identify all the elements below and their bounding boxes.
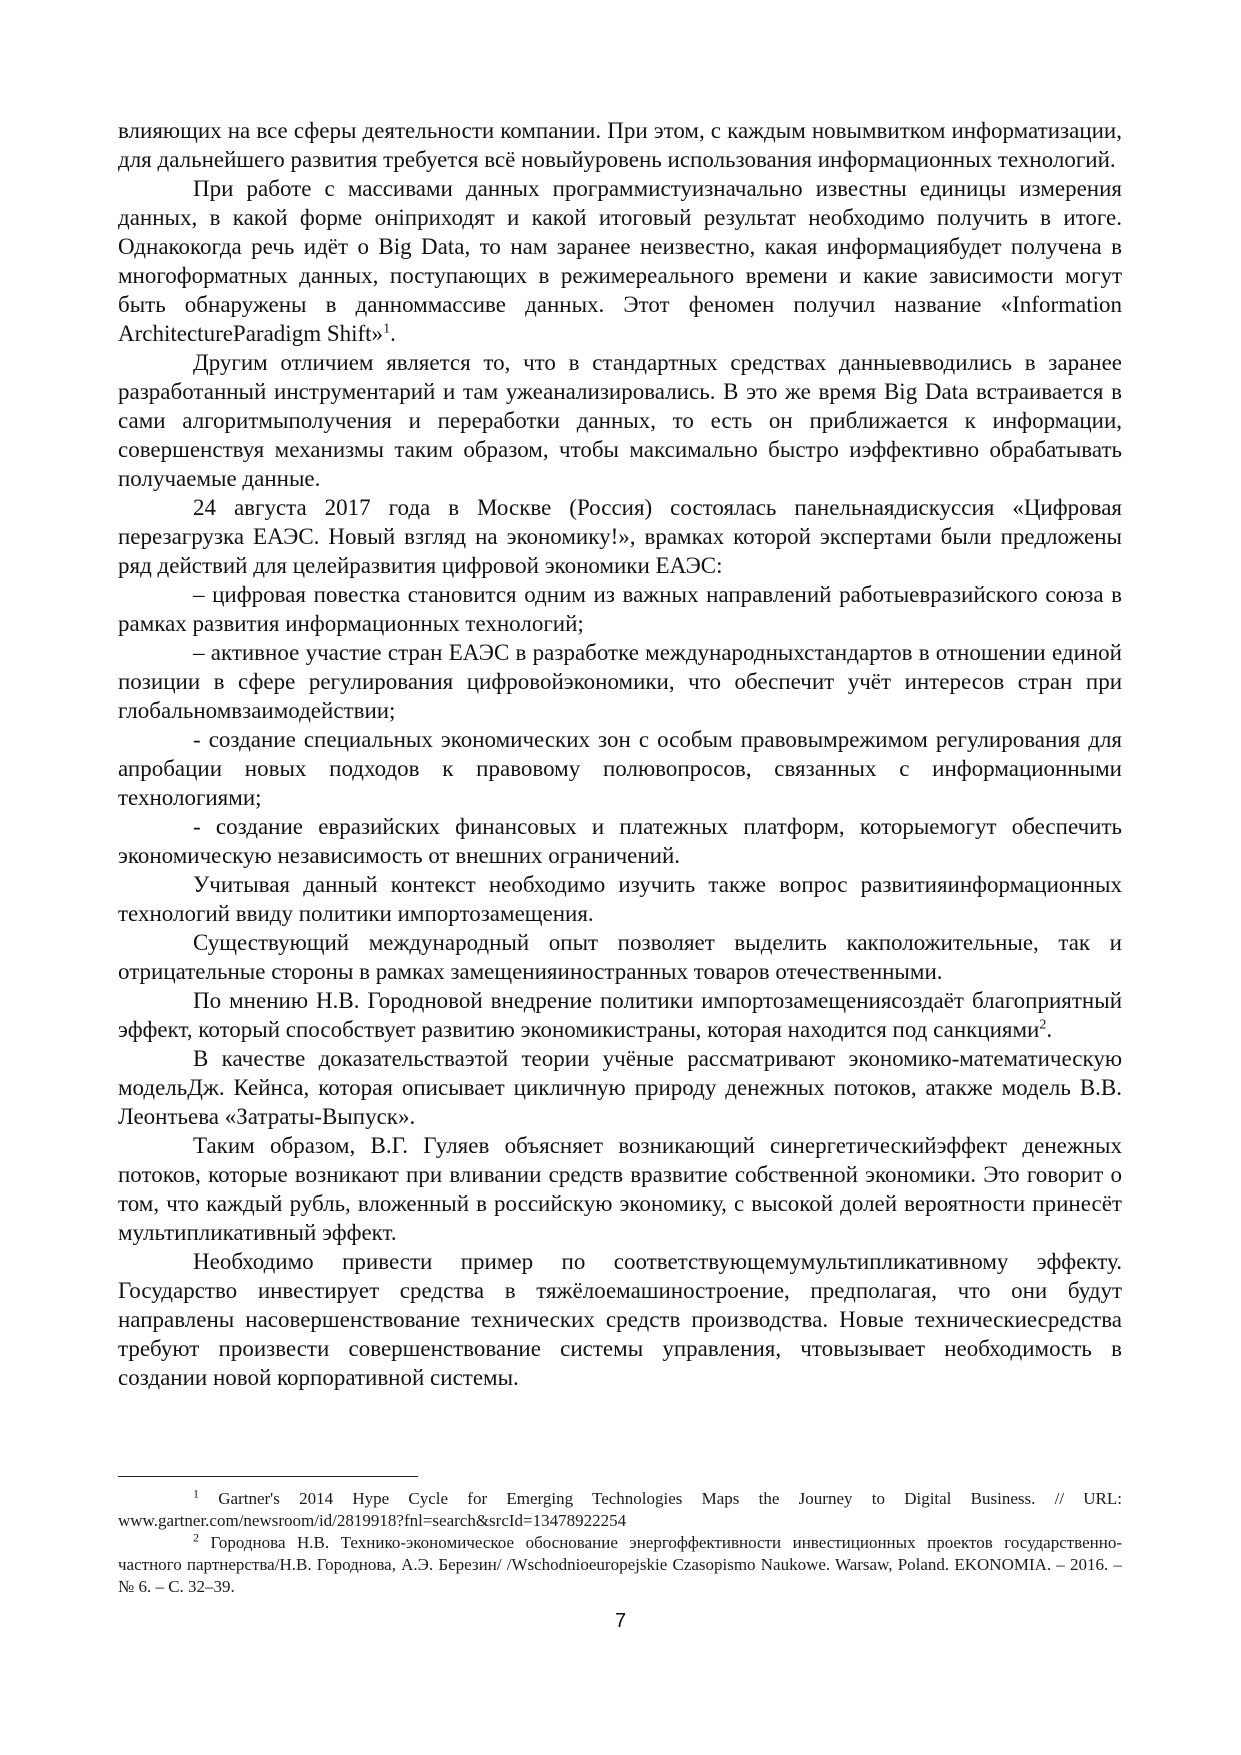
paragraph: 24 августа 2017 года в Москве (Россия) состоялась панельнаядискуссия «Цифровая перезагрузка ЕАЭС. Новый взгляд на экономику!», врамках которой экспертами были предложены ряд действий для целейразвития цифровой экономики ЕАЭС: bbox=[118, 495, 1122, 578]
paragraph: Другим отличием является то, что в стандартных средствах данныевводились в заранее разработанный инструментарий и там ужеанализировались. В это же время Big Data встраивается в сами алгоритмыполучения и переработки данных, то есть он приближается к информации, совершенствуя механизмы таким образом, чтобы максимально быстро иэффективно обрабатывать получаемые данные. bbox=[118, 350, 1122, 491]
footnote: $^2$ Городнова Н.В. Технико-экономическое обоснование энергоффективности инвестиционных проектов государственно-частного партнерства/Н.В. Городнова, А.Э. Березин/ /Wschodnioeuropejskie Czasopismo Naukowe. Warsaw, Poland. EKONOMIA. – 2016. – № 6. – С. 32–39. bbox=[118, 1530, 1123, 1596]
footnotes bbox=[118, 1488, 1122, 1598]
paragraph: Существующий международный опыт позволяет выделить какположительные, так и отрицательные стороны в рамках замещенияиностранных товаров отечественными. bbox=[118, 930, 1122, 984]
paragraph: влияющих на все сферы деятельности компании. При этом, с каждым новымвитком информатизации, для дальнейшего развития требуется всё новыйуровень использования информационных технологий. bbox=[118, 118, 1122, 172]
paragraph: Необходимо привести пример по соответствующемумультипликативному эффекту. Государство инвестирует средства в тяжёлоемашиностроение, предполагая, что они будут направлены насовершенствование технических средств производства. Новые техническиесредства требуют произвести совершенствование системы управления, чтовызывает необходимость в создании новой корпоративной системы. bbox=[118, 1249, 1122, 1390]
footnote-mark: 1 bbox=[193, 1486, 199, 1501]
footnote-mark: 2 bbox=[193, 1530, 199, 1545]
page-number: 7 bbox=[614, 1610, 627, 1632]
paragraph: Таким образом, В.Г. Гуляев объясняет возникающий синергетическийэффект денежных потоков, которые возникают при вливании средств вразвитие собственной экономики. Это говорит о том, что каждый рубль, вложенный в российскую экономику, с высокой долей вероятности принесёт мультипликативный эффект. bbox=[118, 1133, 1122, 1245]
paragraph: В качестве доказательстваэтой теории учёные рассматривают экономико-математическую модельДж. Кейнса, которая описывает цикличную природу денежных потоков, атакже модель В.В. Леонтьева «Затраты-Выпуск». bbox=[118, 1046, 1122, 1129]
footnote-ref[interactable]: 2 bbox=[1039, 1017, 1047, 1033]
paragraph: При работе с массивами данных программистуизначально известны единицы измерения данных, в какой форме онiприходят и какой итоговый результат необходимо получить в итоге. Однакокогда речь идёт о Big Data, то нам заранее неизвестно, какая информациябудет получена в многоформатных данных, поступающих в режимереального времени и какие зависимости могут быть обнаружены в данноммассиве данных. Этот феномен получил название «Information ArchitectureParadigm Shift»$^1$. bbox=[118, 176, 1122, 346]
footnote: $^1$ Gartner's 2014 Hype Cycle for Emerging Technologies Maps the Journey to Digital Business. // URL: www.gartner.com/newsroom/id/2819918?fnl=search&srcId=13478922254 bbox=[118, 1486, 1123, 1530]
footnote-ref[interactable]: 1 bbox=[383, 321, 391, 337]
list-item: – активное участие стран ЕАЭС в разработке международныхстандартов в отношении единой позиции в сфере регулирования цифровойэкономики, что обеспечит учёт интересов стран при глобальномвзаимодействии; bbox=[118, 640, 1122, 723]
list-item: - создание специальных экономических зон с особым правовымрежимом регулирования для апробации новых подходов к правовому полювопросов, связанных с информационными технологиями; bbox=[118, 727, 1122, 810]
body-text bbox=[118, 116, 1122, 1392]
footnote-divider bbox=[118, 1476, 418, 1477]
paragraph: Учитывая данный контекст необходимо изучить также вопрос развитияинформационных технологий ввиду политики импортозамещения. bbox=[118, 872, 1122, 926]
paragraph: По мнению Н.В. Городновой внедрение политики импортозамещениясоздаёт благоприятный эффект, который способствует развитию экономикистраны, которая находится под санкциями$^2$. bbox=[118, 988, 1122, 1042]
list-item: - создание евразийских финансовых и платежных платформ, которыемогут обеспечить экономическую независимость от внешних ограничений. bbox=[118, 814, 1122, 868]
list-item: – цифровая повестка становится одним из важных направлений работыевразийского союза в рамках развития информационных технологий; bbox=[118, 582, 1122, 636]
